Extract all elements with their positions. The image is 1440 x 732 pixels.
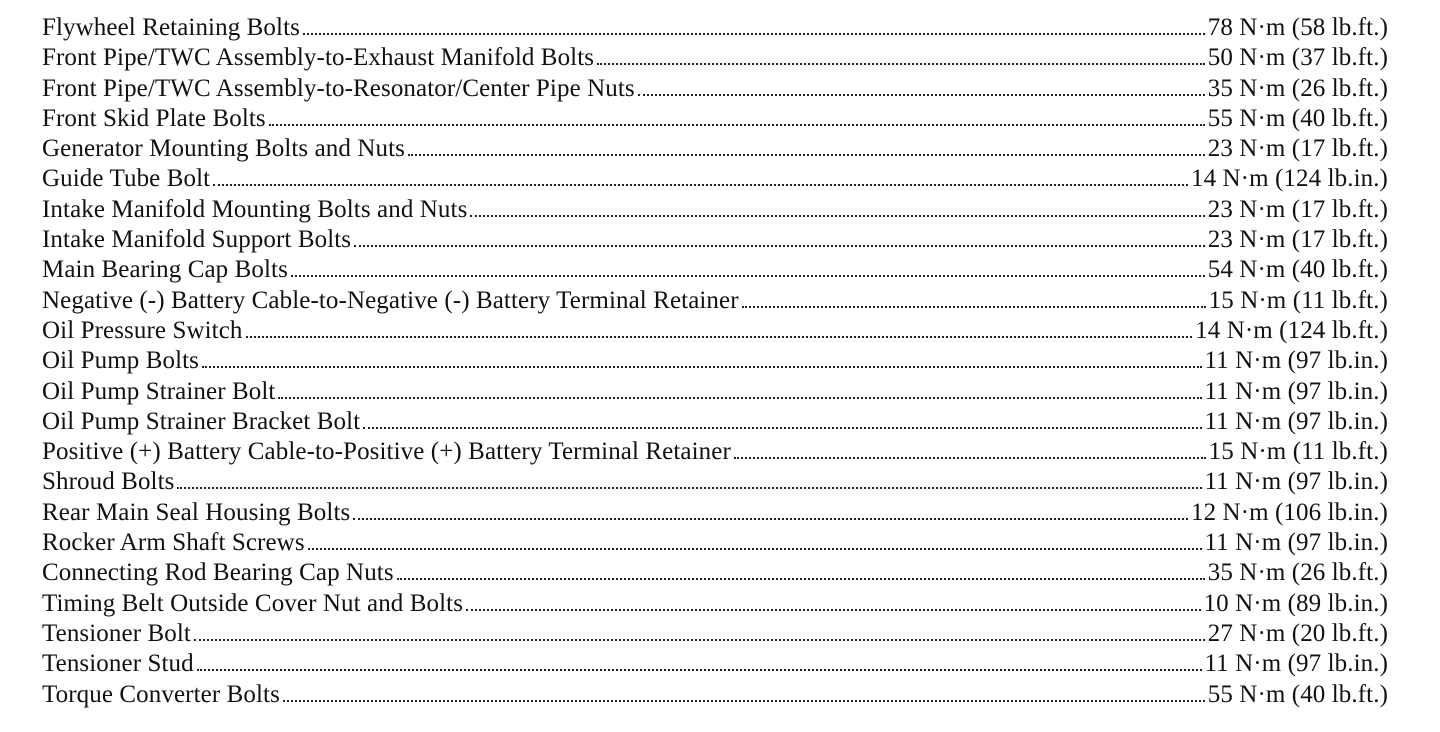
spec-torque-value: 11 N·m (97 lb.in.) — [1204, 468, 1388, 496]
spec-torque-value: 23 N·m (17 lb.ft.) — [1207, 195, 1388, 223]
spec-row — [42, 498, 1388, 528]
spec-component: Front Pipe/TWC Assembly-to-Exhaust Manifold Bolts — [42, 44, 595, 72]
dot-leader — [353, 518, 1188, 520]
dot-leader — [466, 609, 1201, 611]
spec-row — [42, 619, 1388, 649]
spec-torque-value: 54 N·m (40 lb.ft.) — [1207, 256, 1388, 284]
spec-row — [42, 134, 1388, 164]
dot-leader — [202, 366, 1202, 368]
spec-torque-value: 11 N·m (97 lb.in.) — [1204, 650, 1388, 678]
dot-leader — [638, 94, 1205, 96]
spec-row — [42, 225, 1388, 255]
spec-torque-value: 14 N·m (124 lb.in.) — [1190, 165, 1388, 193]
spec-row — [42, 680, 1388, 710]
spec-component: Flywheel Retaining Bolts — [42, 14, 300, 41]
spec-row — [42, 346, 1388, 376]
spec-torque-value: 78 N·m (58 lb.ft.) — [1207, 14, 1388, 41]
spec-row — [42, 528, 1388, 558]
spec-torque-value: 55 N·m (40 lb.ft.) — [1207, 680, 1388, 708]
dot-leader — [742, 306, 1206, 308]
spec-component: Oil Pump Bolts — [42, 347, 199, 375]
dot-leader — [597, 63, 1205, 65]
spec-component: Tensioner Bolt — [42, 619, 191, 647]
spec-component: Tensioner Stud — [42, 650, 194, 678]
spec-component: Negative (-) Battery Cable-to-Negative (-) Battery Terminal Retainer — [42, 286, 739, 314]
dot-leader — [213, 184, 1188, 186]
spec-torque-value: 11 N·m (97 lb.in.) — [1204, 347, 1388, 375]
dot-leader — [303, 33, 1205, 35]
spec-row — [42, 407, 1388, 437]
spec-row — [42, 589, 1388, 619]
spec-component: Generator Mounting Bolts and Nuts — [42, 135, 405, 163]
dot-leader — [278, 397, 1201, 399]
spec-torque-value: 11 N·m (97 lb.in.) — [1204, 529, 1388, 557]
spec-row — [42, 255, 1388, 285]
spec-row — [42, 467, 1388, 497]
spec-row — [42, 377, 1388, 407]
spec-row — [42, 437, 1388, 467]
dot-leader — [308, 548, 1202, 550]
dot-leader — [177, 487, 1201, 489]
dot-leader — [408, 154, 1205, 156]
spec-torque-value: 10 N·m (89 lb.in.) — [1203, 589, 1388, 617]
spec-component: Rocker Arm Shaft Screws — [42, 529, 305, 557]
spec-row — [42, 558, 1388, 588]
spec-component: Guide Tube Bolt — [42, 165, 211, 193]
spec-row — [42, 43, 1388, 73]
spec-torque-value: 11 N·m (97 lb.in.) — [1204, 377, 1388, 405]
spec-torque-value: 14 N·m (124 lb.ft.) — [1195, 316, 1388, 344]
dot-leader — [283, 700, 1205, 702]
spec-component: Front Pipe/TWC Assembly-to-Resonator/Center Pipe Nuts — [42, 74, 635, 102]
spec-torque-value: 23 N·m (17 lb.ft.) — [1207, 226, 1388, 254]
spec-torque-value: 27 N·m (20 lb.ft.) — [1207, 619, 1388, 647]
spec-torque-value: 15 N·m (11 lb.ft.) — [1208, 438, 1388, 466]
spec-component: Main Bearing Cap Bolts — [42, 256, 288, 284]
spec-row — [42, 649, 1388, 679]
spec-component: Shroud Bolts — [42, 468, 175, 496]
spec-torque-value: 35 N·m (26 lb.ft.) — [1207, 559, 1388, 587]
spec-component: Timing Belt Outside Cover Nut and Bolts — [42, 589, 464, 617]
spec-torque-value: 23 N·m (17 lb.ft.) — [1207, 135, 1388, 163]
dot-leader — [197, 669, 1202, 671]
torque-spec-list — [42, 13, 1388, 710]
spec-component: Front Skid Plate Bolts — [42, 104, 266, 132]
spec-component: Connecting Rod Bearing Cap Nuts — [42, 559, 394, 587]
dot-leader — [734, 457, 1206, 459]
dot-leader — [363, 427, 1201, 429]
dot-leader — [291, 275, 1205, 277]
spec-torque-value: 50 N·m (37 lb.ft.) — [1207, 44, 1388, 72]
spec-torque-value: 35 N·m (26 lb.ft.) — [1207, 74, 1388, 102]
spec-component: Intake Manifold Mounting Bolts and Nuts — [42, 195, 468, 223]
spec-row — [42, 74, 1388, 104]
dot-leader — [269, 124, 1205, 126]
spec-torque-value: 15 N·m (11 lb.ft.) — [1208, 286, 1388, 314]
spec-row — [42, 316, 1388, 346]
spec-row — [42, 104, 1388, 134]
dot-leader — [397, 578, 1205, 580]
spec-row — [42, 13, 1388, 43]
spec-component: Oil Pump Strainer Bracket Bolt — [42, 407, 361, 435]
spec-component: Torque Converter Bolts — [42, 680, 280, 708]
spec-component: Oil Pressure Switch — [42, 316, 243, 344]
spec-row — [42, 195, 1388, 225]
dot-leader — [470, 215, 1204, 217]
dot-leader — [246, 336, 1193, 338]
spec-component: Oil Pump Strainer Bolt — [42, 377, 276, 405]
spec-torque-value: 55 N·m (40 lb.ft.) — [1207, 104, 1388, 132]
spec-row — [42, 164, 1388, 194]
spec-row — [42, 286, 1388, 316]
spec-torque-value: 12 N·m (106 lb.in.) — [1190, 498, 1388, 526]
spec-component: Rear Main Seal Housing Bolts — [42, 498, 351, 526]
dot-leader — [194, 639, 1205, 641]
spec-torque-value: 11 N·m (97 lb.in.) — [1204, 407, 1388, 435]
spec-component: Intake Manifold Support Bolts — [42, 226, 352, 254]
spec-component: Positive (+) Battery Cable-to-Positive (+) Battery Terminal Retainer — [42, 438, 731, 466]
dot-leader — [354, 245, 1205, 247]
